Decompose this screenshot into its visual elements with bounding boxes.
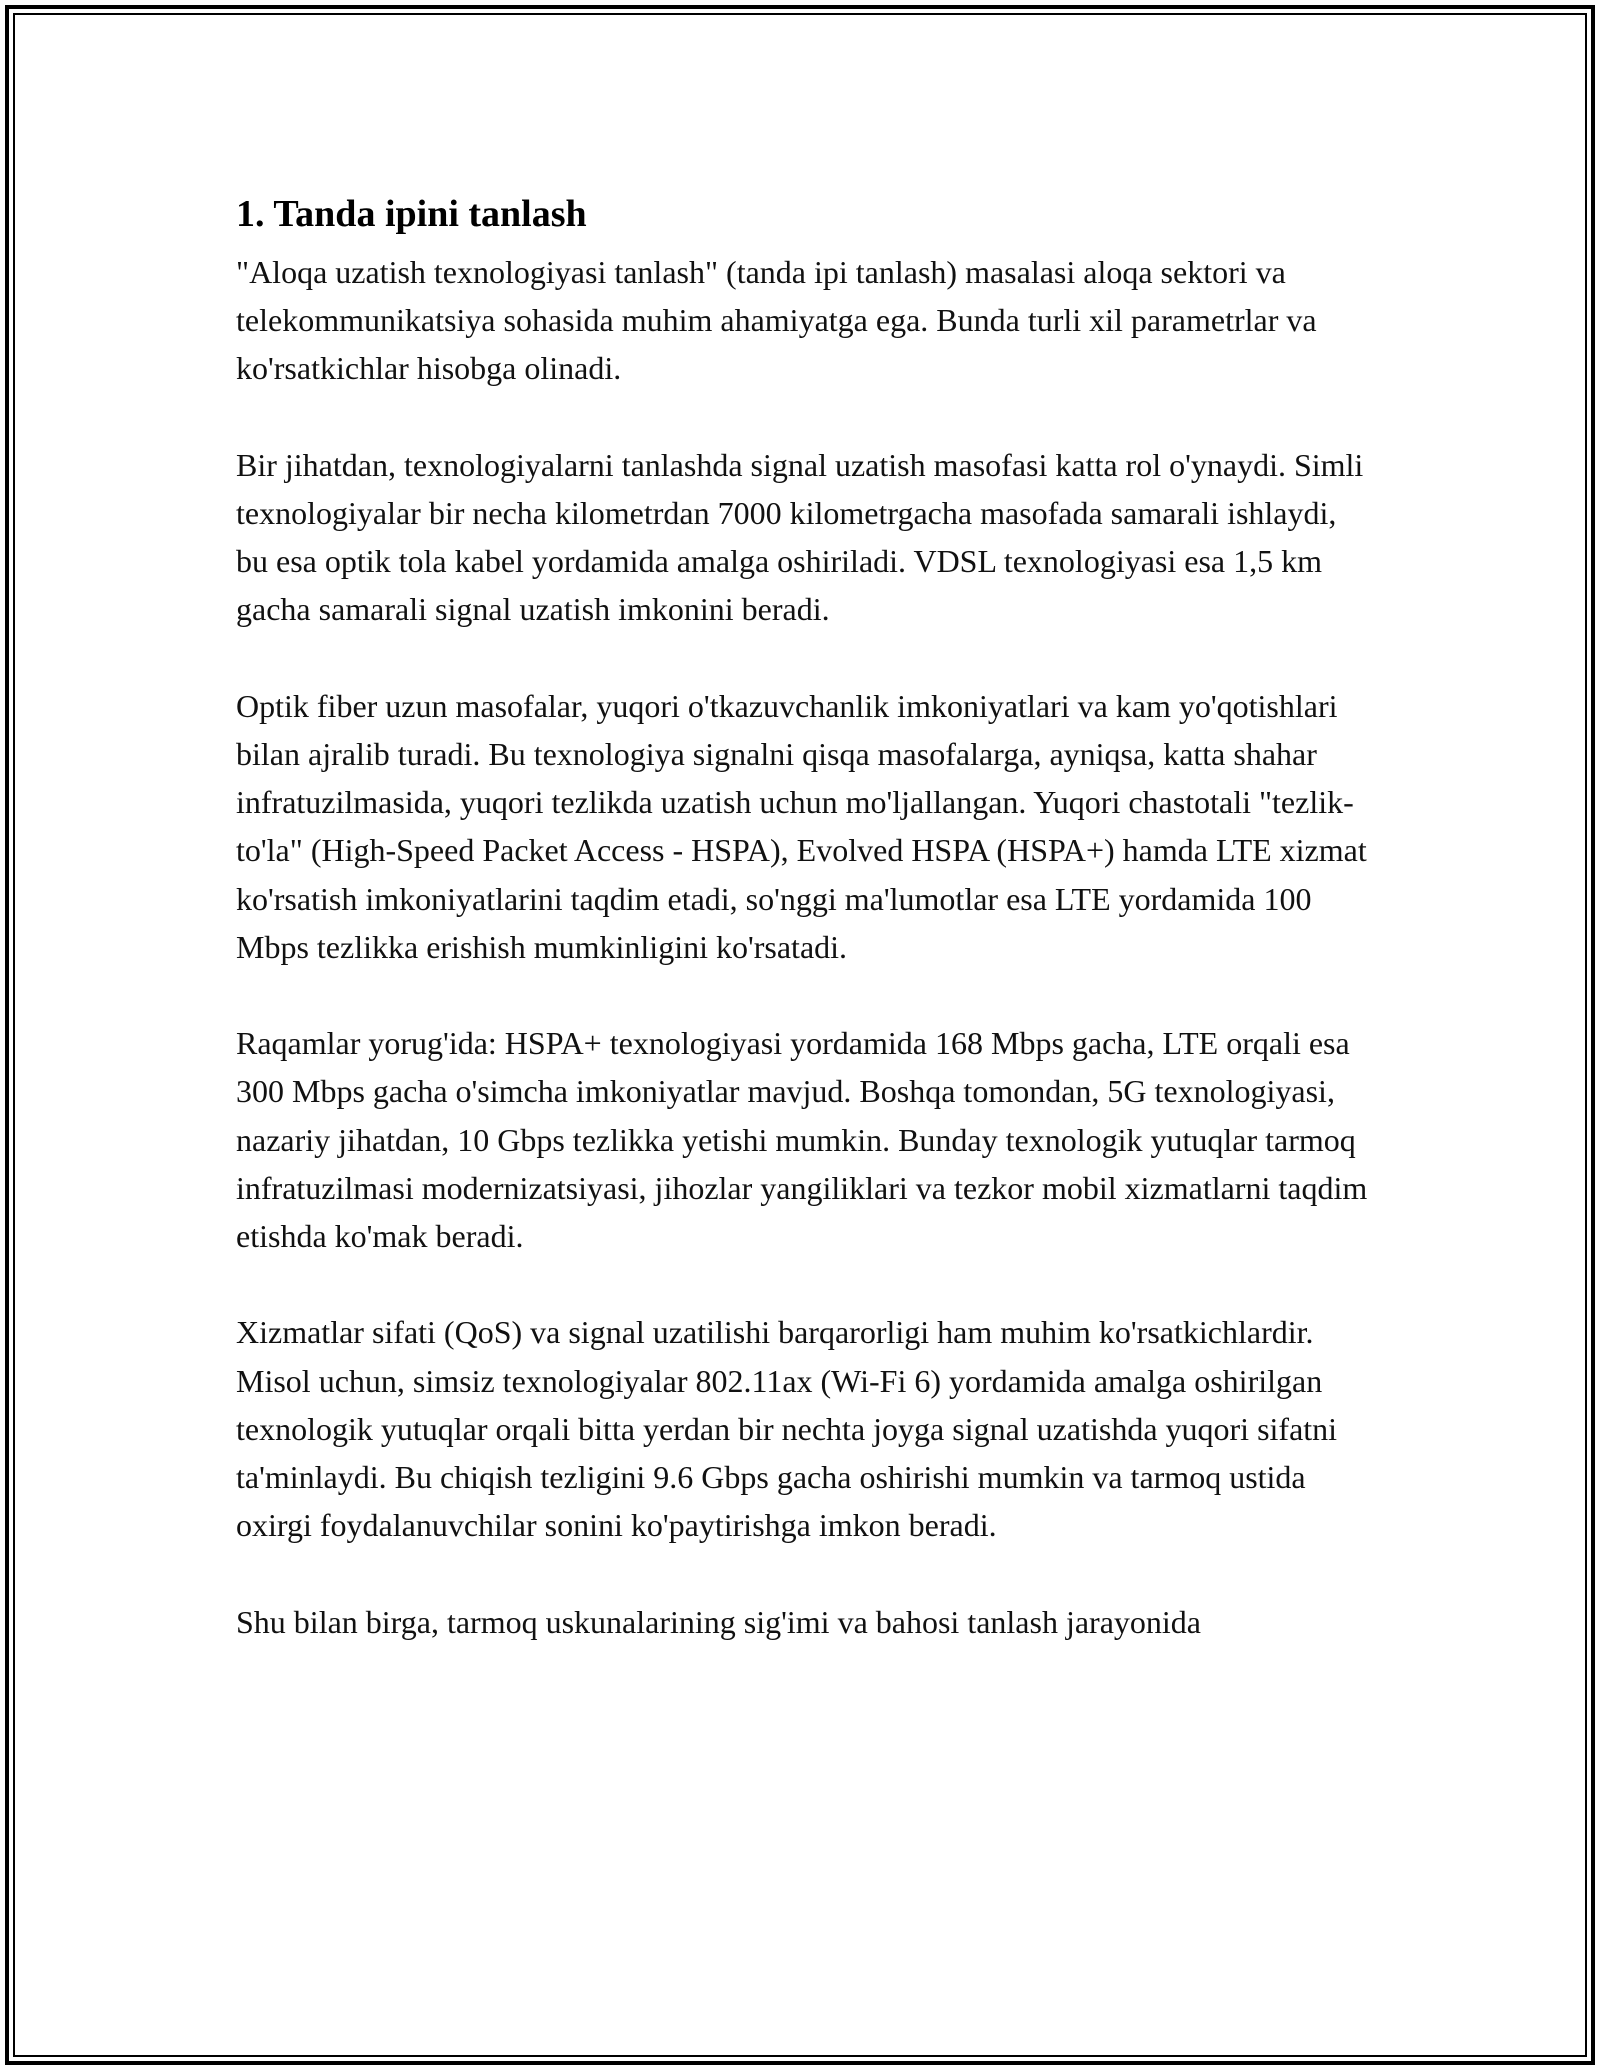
paragraph-6: Shu bilan birga, tarmoq uskunalarining sig'imi va bahosi tanlash jarayonida (236, 1603, 1201, 1640)
paragraph-4: Raqamlar yorug'ida: HSPA+ texnologiyasi yordamida 168 Mbps gacha, LTE orqali esa 300 Mbps gacha o'simcha imkoniyatlar mavjud. Boshqa tomondan, 5G texnologiyasi, nazariy jihatdan, 10 Gbps tezlikka yetishi mumkin. Bunday texnologik yutuqlar tarmoq infratuzilmasi modernizatsiyasi, jihozlar yangiliklari va tezkor mobil xizmatlarni taqdim etishda ko'mak beradi. (236, 1025, 1368, 1255)
section-heading: 1. Tanda ipini tanlash (236, 193, 587, 235)
paragraph-1: "Aloqa uzatish texnologiyasi tanlash" (tanda ipi tanlash) masalasi aloqa sektori va telekommunikatsiya sohasida muhim ahamiyatga ega. Bunda turli xil parametrlar va ko'rsatkichlar hisobga olinadi. (236, 254, 1317, 387)
document-body (236, 180, 1376, 1646)
paragraph-3: Optik fiber uzun masofalar, yuqori o'tkazuvchanlik imkoniyatlari va kam yo'qotishlari bilan ajralib turadi. Bu texnologiya signalni qisqa masofalarga, ayniqsa, katta shahar infratuzilmasida, yuqori tezlikda uzatish uchun mo'ljallangan. Yuqori chastotali "tezlik-to'la" (High-Speed Packet Access - HSPA), Evolved HSPA (HSPA+) hamda LTE xizmat ko'rsatish imkoniyatlarini taqdim etadi, so'nggi ma'lumotlar esa LTE yordamida 100 Mbps tezlikka erishish mumkinligini ko'rsatadi. (236, 687, 1367, 965)
paragraph-5: Xizmatlar sifati (QoS) va signal uzatilishi barqarorligi ham muhim ko'rsatkichlardir. Misol uchun, simsiz texnologiyalar 802.11ax (Wi-Fi 6) yordamida amalga oshirilgan texnologik yutuqlar orqali bitta yerdan bir nechta joyga signal uzatishda yuqori sifatni ta'minlaydi. Bu chiqish tezligini 9.6 Gbps gacha oshirishi mumkin va tarmoq ustida oxirgi foydalanuvchilar sonini ko'paytirishga imkon beradi. (236, 1314, 1338, 1544)
paragraph-2: Bir jihatdan, texnologiyalarni tanlashda signal uzatish masofasi katta rol o'ynaydi. Simli texnologiyalar bir necha kilometrdan 7000 kilometrgacha masofada samarali ishlaydi, bu esa optik tola kabel yordamida amalga oshiriladi. VDSL texnologiyasi esa 1,5 km gacha samarali signal uzatish imkonini beradi. (236, 446, 1364, 628)
